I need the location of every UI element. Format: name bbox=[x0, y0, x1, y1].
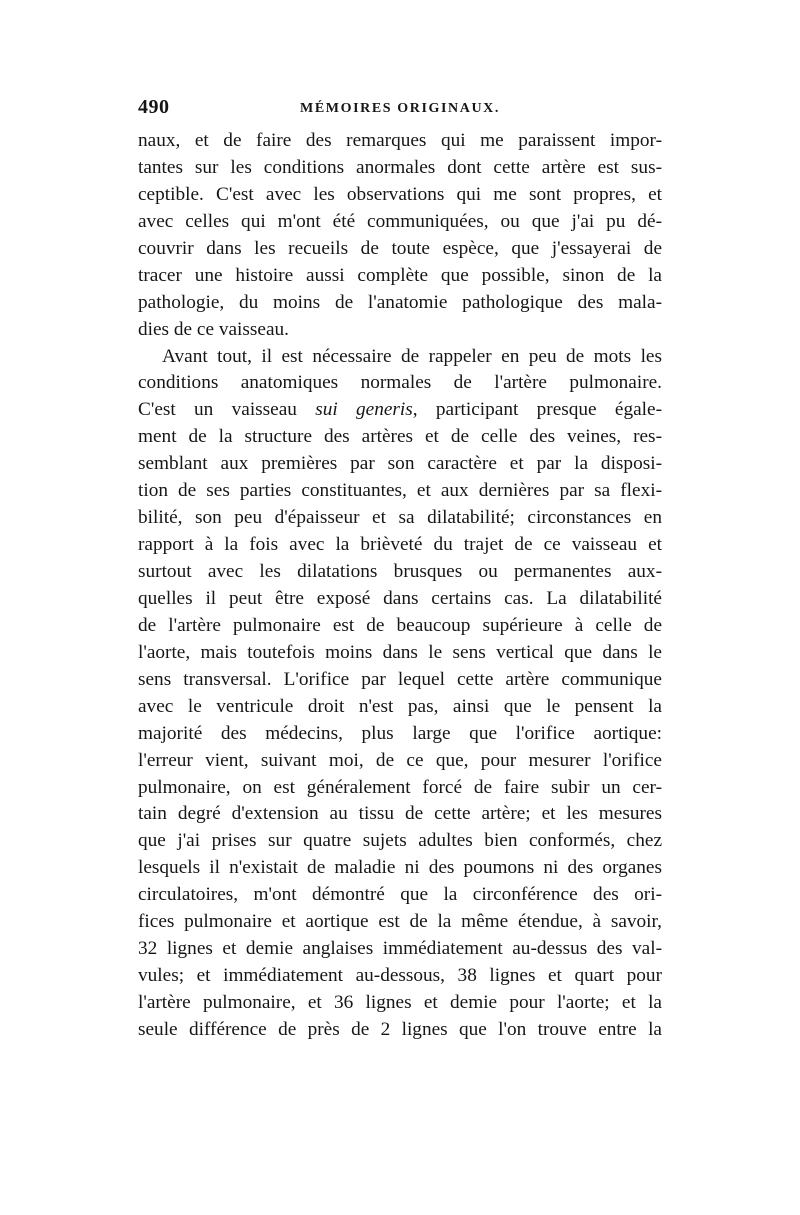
text-segment: C'est un vaisseau bbox=[138, 399, 316, 421]
text-line: ment de la structure des artères et de celle des veines, res- bbox=[138, 426, 662, 448]
text-line: seule différence de près de 2 lignes que l'on trouve entre la bbox=[138, 1018, 662, 1040]
text-line: pathologie, du moins de l'anatomie pathologique des mala- bbox=[138, 291, 662, 313]
book-page bbox=[138, 96, 662, 1044]
text-line: de l'artère pulmonaire est de beaucoup supérieure à celle de bbox=[138, 614, 662, 636]
text-line: fices pulmonaire et aortique est de la même étendue, à savoir, bbox=[138, 911, 662, 933]
text-line: pulmonaire, on est généralement forcé de faire subir un cer- bbox=[138, 776, 662, 798]
text-line: lesquels il n'existait de maladie ni des poumons ni des organes bbox=[138, 857, 662, 879]
text-line: majorité des médecins, plus large que l'orifice aortique: bbox=[138, 722, 662, 744]
text-segment: , participant presque égale- bbox=[412, 399, 662, 421]
text-line: que j'ai prises sur quatre sujets adultes bien conformés, chez bbox=[138, 830, 662, 852]
text-line: l'aorte, mais toutefois moins dans le sens vertical que dans le bbox=[138, 641, 662, 663]
italic-phrase: sui generis bbox=[315, 399, 413, 421]
text-line: tion de ses parties constituantes, et aux dernières par sa flexi- bbox=[138, 480, 662, 502]
body-text bbox=[138, 128, 662, 1044]
text-line: 32 lignes et demie anglaises immédiatement au-dessus des val- bbox=[138, 938, 662, 960]
text-line: avec le ventricule droit n'est pas, ainsi que le pensent la bbox=[138, 695, 662, 717]
text-line: circulatoires, m'ont démontré que la circonférence des ori- bbox=[138, 884, 662, 906]
text-line bbox=[138, 397, 662, 424]
text-line: vules; et immédiatement au-dessous, 38 lignes et quart pour bbox=[138, 965, 662, 987]
text-line: sens transversal. L'orifice par lequel cette artère communique bbox=[138, 668, 662, 690]
running-title: MÉMOIRES ORIGINAUX. bbox=[300, 101, 500, 116]
text-line: l'artère pulmonaire, et 36 lignes et demie pour l'aorte; et la bbox=[138, 992, 662, 1013]
text-line: l'erreur vient, suivant moi, de ce que, pour mesurer l'orifice bbox=[138, 749, 662, 771]
text-line: tantes sur les conditions anormales dont cette artère est sus- bbox=[138, 156, 662, 178]
text-line: rapport à la fois avec la brièveté du trajet de ce vaisseau et bbox=[138, 534, 662, 556]
text-line: couvrir dans les recueils de toute espèce, que j'essayerai de bbox=[138, 237, 662, 259]
text-line: semblant aux premières par son caractère et par la disposi- bbox=[138, 453, 662, 475]
text-line: conditions anatomiques normales de l'artère pulmonaire. bbox=[138, 372, 662, 394]
text-line: surtout avec les dilatations brusques ou permanentes aux- bbox=[138, 561, 662, 582]
text-line: bilité, son peu d'épaisseur et sa dilatabilité; circonstances en bbox=[138, 507, 662, 529]
text-line: Avant tout, il est nécessaire de rappeler en peu de mots les bbox=[162, 345, 662, 367]
text-line: tracer une histoire aussi complète que possible, sinon de la bbox=[138, 264, 662, 286]
text-line: tain degré d'extension au tissu de cette artère; et les mesures bbox=[138, 803, 662, 825]
text-line: naux, et de faire des remarques qui me paraissent impor- bbox=[138, 130, 662, 151]
text-line: ceptible. C'est avec les observations qui me sont propres, et bbox=[138, 183, 662, 205]
text-line: avec celles qui m'ont été communiquées, ou que j'ai pu dé- bbox=[138, 210, 662, 232]
text-line: dies de ce vaisseau. bbox=[138, 318, 289, 340]
text-line: quelles il peut être exposé dans certains cas. La dilatabilité bbox=[138, 587, 662, 609]
page-number: 490 bbox=[138, 96, 170, 118]
running-head bbox=[138, 96, 662, 126]
